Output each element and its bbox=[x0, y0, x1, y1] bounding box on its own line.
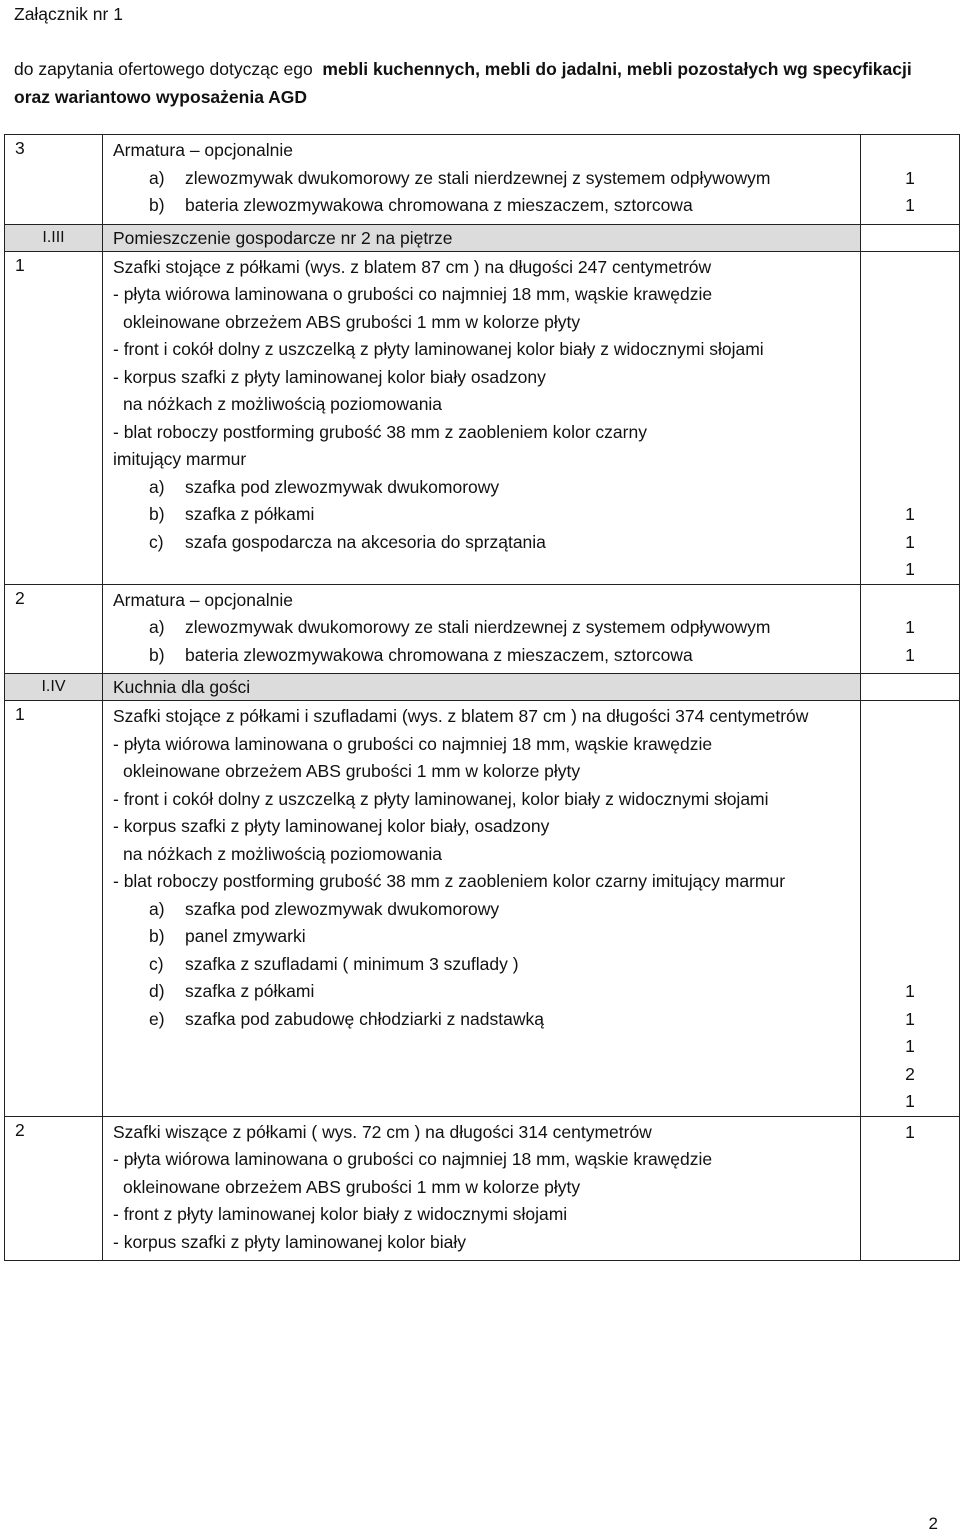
intro-paragraph bbox=[14, 55, 944, 111]
section-qty-empty bbox=[861, 224, 960, 251]
spec-line: okleinowane obrzeżem ABS grubości 1 mm w kolorze płyty bbox=[123, 761, 581, 781]
spec-line: - korpus szafki z płyty laminowanej kolor biały bbox=[113, 1231, 467, 1252]
spec-line: na nóżkach z możliwością poziomowania bbox=[123, 394, 443, 414]
spec-line: - korpus szafki z płyty laminowanej kolor biały osadzony bbox=[113, 366, 546, 387]
quantity-value: 1 bbox=[905, 1008, 915, 1029]
list-item: b) bateria zlewozmywakowa chromowana z mieszaczem, sztorcowa bbox=[149, 195, 693, 215]
section-row bbox=[5, 224, 960, 251]
spec-line: na nóżkach z możliwością poziomowania bbox=[123, 843, 443, 864]
item-description bbox=[103, 584, 861, 674]
list-item: c) szafa gospodarcza na akcesoria do sprzątania bbox=[149, 531, 546, 552]
quantity-cell bbox=[861, 701, 960, 1117]
spec-line: - front z płyty laminowanej kolor biały z widocznymi słojami bbox=[113, 1204, 568, 1224]
list-item: b) bateria zlewozmywakowa chromowana z mieszaczem, sztorcowa bbox=[149, 644, 693, 665]
quantity-value: 1 bbox=[905, 559, 915, 579]
quantity-value: 1 bbox=[905, 167, 915, 188]
spec-line: - korpus szafki z płyty laminowanej kolor biały, osadzony bbox=[113, 816, 550, 836]
quantity-value: 1 bbox=[905, 1121, 915, 1142]
list-item: e) szafka pod zabudowę chłodziarki z nadstawką bbox=[149, 1008, 544, 1029]
item-heading: Szafki stojące z półkami (wys. z blatem 87 cm ) na długości 247 centymetrów bbox=[113, 256, 712, 277]
quantity-value: 1 bbox=[905, 1036, 915, 1056]
list-item: c) szafka z szufladami ( minimum 3 szuflady ) bbox=[149, 953, 519, 974]
spec-line: - płyta wiórowa laminowana o grubości co najmniej 18 mm, wąskie krawędzie bbox=[113, 1149, 713, 1169]
list-item: a) zlewozmywak dwukomorowy ze stali nierdzewnej z systemem odpływowym bbox=[149, 167, 771, 188]
quantity-cell bbox=[861, 1116, 960, 1261]
item-description bbox=[103, 1116, 861, 1261]
quantity-cell bbox=[861, 251, 960, 584]
row-number: 1 bbox=[5, 251, 103, 584]
item-description bbox=[103, 135, 861, 225]
quantity-cell bbox=[861, 135, 960, 225]
spec-line: - blat roboczy postforming grubość 38 mm z zaobleniem kolor czarny imitujący marmur bbox=[113, 871, 786, 891]
quantity-value: 1 bbox=[905, 981, 915, 1001]
quantity-value: 1 bbox=[905, 1091, 915, 1111]
table-row bbox=[5, 251, 960, 584]
list-item: b) panel zmywarki bbox=[149, 926, 306, 946]
section-code: I.III bbox=[5, 224, 103, 251]
item-description bbox=[103, 701, 861, 1117]
section-qty-empty bbox=[861, 674, 960, 701]
quantity-value: 1 bbox=[905, 531, 915, 552]
item-description bbox=[103, 251, 861, 584]
list-item: a) zlewozmywak dwukomorowy ze stali nierdzewnej z systemem odpływowym bbox=[149, 617, 771, 637]
table-row bbox=[5, 135, 960, 225]
spec-line: - blat roboczy postforming grubość 38 mm z zaobleniem kolor czarny imitujący marmur bbox=[113, 421, 647, 469]
list-item: a) szafka pod zlewozmywak dwukomorowy bbox=[149, 898, 500, 919]
item-heading: Szafki wiszące z półkami ( wys. 72 cm ) na długości 314 centymetrów bbox=[113, 1121, 652, 1142]
intro-prefix: do zapytania ofertowego dotycząc ego bbox=[14, 59, 313, 79]
specification-table bbox=[4, 134, 960, 1261]
quantity-value: 1 bbox=[905, 617, 915, 637]
spec-line: - płyta wiórowa laminowana o grubości co najmniej 18 mm, wąskie krawędzie bbox=[113, 284, 713, 304]
section-name: Kuchnia dla gości bbox=[103, 674, 861, 701]
row-number: 2 bbox=[5, 584, 103, 674]
quantity-value: 1 bbox=[905, 195, 915, 215]
section-code: I.IV bbox=[5, 674, 103, 701]
spec-line: okleinowane obrzeżem ABS grubości 1 mm w kolorze płyty bbox=[123, 1176, 581, 1197]
intro-subject: mebli kuchennych, mebli do jadalni, mebli pozostałych wg specyfikacji oraz wariantowo wyposażenia AGD bbox=[14, 59, 912, 107]
table-row bbox=[5, 1116, 960, 1261]
row-number: 1 bbox=[5, 701, 103, 1117]
document-title: Załącznik nr 1 bbox=[14, 4, 123, 24]
spec-line: - front i cokół dolny z uszczelką z płyty laminowanej kolor biały z widocznymi słojami bbox=[113, 339, 764, 359]
spec-line: - płyta wiórowa laminowana o grubości co najmniej 18 mm, wąskie krawędzie bbox=[113, 733, 713, 754]
row-number: 2 bbox=[5, 1116, 103, 1261]
list-item: a) szafka pod zlewozmywak dwukomorowy bbox=[149, 476, 500, 497]
item-heading: Armatura – opcjonalnie bbox=[113, 140, 293, 160]
section-name: Pomieszczenie gospodarcze nr 2 na piętrze bbox=[103, 224, 861, 251]
page-number: 2 bbox=[928, 1514, 938, 1533]
row-number: 3 bbox=[5, 135, 103, 225]
item-heading: Szafki stojące z półkami i szufladami (wys. z blatem 87 cm ) na długości 374 centymetrów bbox=[113, 706, 809, 726]
spec-line: okleinowane obrzeżem ABS grubości 1 mm w kolorze płyty bbox=[123, 311, 581, 332]
item-heading: Armatura – opcjonalnie bbox=[113, 589, 293, 610]
table-row bbox=[5, 584, 960, 674]
quantity-cell bbox=[861, 584, 960, 674]
quantity-value: 2 bbox=[905, 1063, 915, 1084]
list-item: d) szafka z półkami bbox=[149, 981, 315, 1001]
section-row bbox=[5, 674, 960, 701]
spec-line: - front i cokół dolny z uszczelką z płyty laminowanej, kolor biały z widocznymi słojami bbox=[113, 788, 769, 809]
quantity-value: 1 bbox=[905, 504, 915, 524]
list-item: b) szafka z półkami bbox=[149, 504, 315, 524]
table-row bbox=[5, 701, 960, 1117]
quantity-value: 1 bbox=[905, 644, 915, 665]
